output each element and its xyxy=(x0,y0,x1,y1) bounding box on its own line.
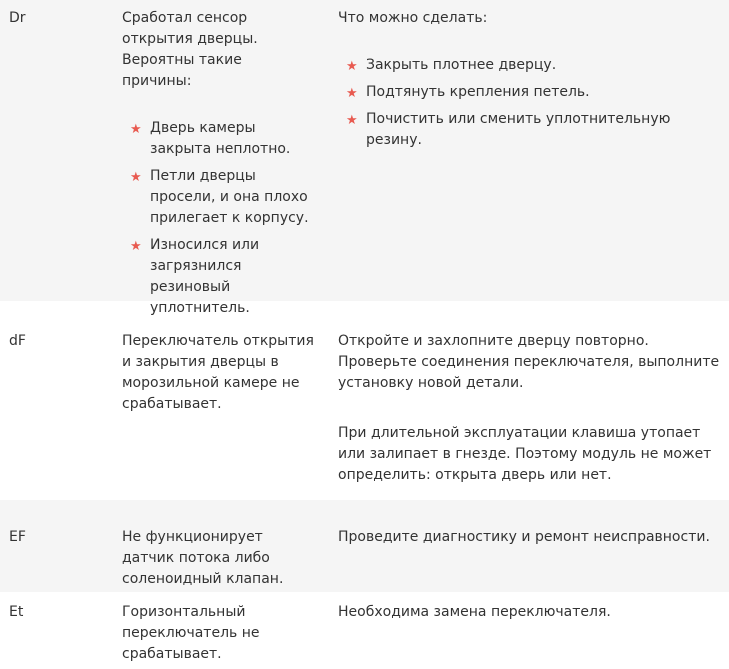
fix-cell xyxy=(328,0,729,301)
cause-cell xyxy=(113,592,328,669)
star-icon: ★ xyxy=(346,113,358,128)
list-item-text: Дверь камеры закрыта неплотно. xyxy=(150,120,291,157)
star-icon: ★ xyxy=(346,86,358,101)
star-icon: ★ xyxy=(130,122,142,137)
cause-cell xyxy=(113,500,328,592)
error-code xyxy=(0,592,103,669)
star-icon: ★ xyxy=(346,59,358,74)
list-item xyxy=(338,82,721,103)
fix-text: Откройте и захлопните дверцу повторно. Проверьте соединения переключателя, выполните установку новой детали. xyxy=(338,333,720,391)
list-item xyxy=(122,235,314,319)
list-item-text: Почистить или сменить уплотнительную резину. xyxy=(366,111,671,148)
cause-cell xyxy=(113,301,328,500)
cause-cell xyxy=(113,0,328,316)
fix-text: Необходима замена переключателя. xyxy=(338,604,611,620)
list-item-text: Закрыть плотнее дверцу. xyxy=(366,57,557,73)
error-code-text: Dr xyxy=(9,10,26,26)
fix-text: При длительной эксплуатации клавиша утопает или залипает в гнезде. Поэтому модуль не может определить: открыта дверь или нет. xyxy=(338,425,712,483)
list-item xyxy=(122,166,314,229)
cause-list xyxy=(122,118,314,319)
error-code-text: dF xyxy=(9,333,26,349)
cause-text: Переключатель открытия и закрытия дверцы в морозильной камере не срабатывает. xyxy=(122,333,314,412)
error-code xyxy=(0,500,103,592)
fix-text: Проведите диагностику и ремонт неисправности. xyxy=(338,529,710,545)
fix-cell xyxy=(328,500,729,592)
table-row xyxy=(0,592,729,669)
fix-list xyxy=(338,55,721,151)
fix-intro: Что можно сделать: xyxy=(338,10,488,26)
star-icon: ★ xyxy=(130,170,142,185)
table-row xyxy=(0,301,729,500)
list-item xyxy=(338,55,721,76)
table-row xyxy=(0,0,729,316)
error-code xyxy=(0,0,103,301)
list-item xyxy=(122,118,314,160)
error-code xyxy=(0,301,103,500)
table-row xyxy=(0,500,729,592)
star-icon: ★ xyxy=(130,239,142,254)
list-item-text: Износился или загрязнился резиновый уплотнитель. xyxy=(150,237,260,316)
fix-cell xyxy=(328,592,729,669)
list-item-text: Петли дверцы просели, и она плохо прилегает к корпусу. xyxy=(150,168,309,226)
cause-intro: Сработал сенсор открытия дверцы. Вероятны такие причины: xyxy=(122,10,258,89)
list-item-text: Подтянуть крепления петель. xyxy=(366,84,590,100)
error-code-text: Et xyxy=(9,604,24,620)
error-code-text: EF xyxy=(9,529,26,545)
list-item xyxy=(338,109,721,151)
fix-cell xyxy=(328,301,729,500)
cause-text: Не функционирует датчик потока либо соленоидный клапан. xyxy=(122,529,284,587)
cause-text: Горизонтальный переключатель не срабатывает. xyxy=(122,604,260,662)
